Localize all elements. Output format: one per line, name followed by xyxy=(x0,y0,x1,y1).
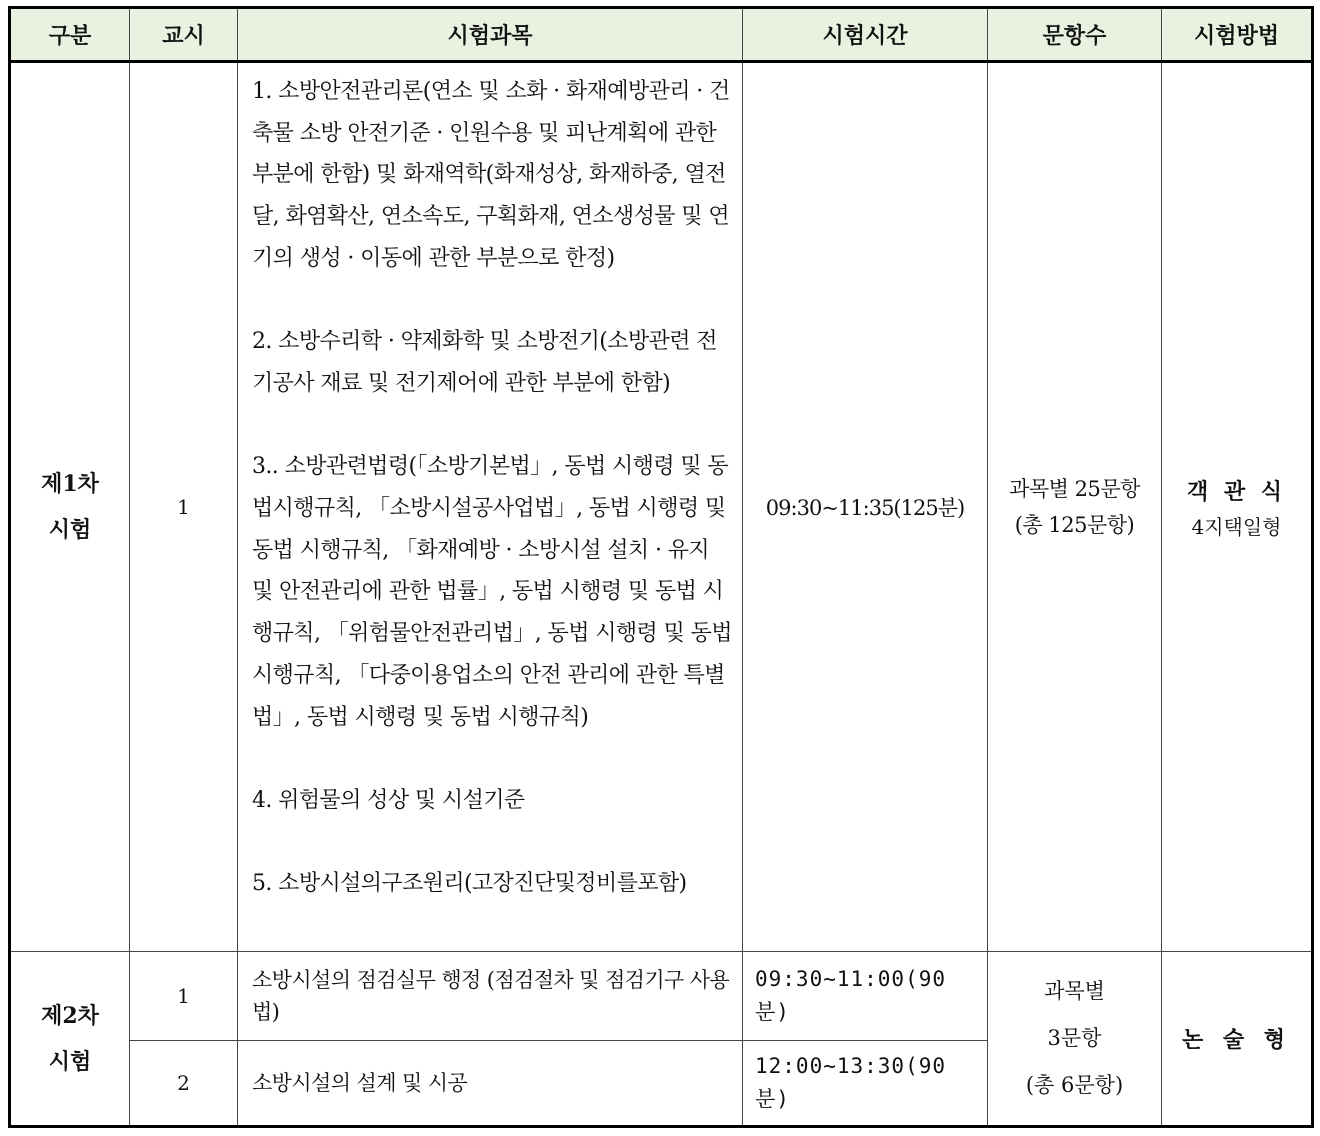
second-exam-period-1: 1 xyxy=(130,952,238,1041)
first-exam-questions xyxy=(988,62,1162,952)
second-exam-row-1 xyxy=(10,952,1313,1041)
header-time: 시험시간 xyxy=(743,8,988,62)
header-division: 구분 xyxy=(10,8,130,62)
second-exam-label-line2: 시험 xyxy=(48,1048,92,1075)
second-exam-questions xyxy=(988,952,1162,1127)
first-exam-method xyxy=(1162,62,1313,952)
subject-item-2: 2. 소방수리학 · 약제화학 및 소방전기(소방관련 전기공사 재료 및 전기제어에 관한 부분에 한함) xyxy=(252,329,717,396)
header-method: 시험방법 xyxy=(1162,8,1313,62)
subject-item-1: 1. 소방안전관리론(연소 및 소화 · 화재예방관리 · 건축물 소방 안전기준 · 인원수용 및 피난계획에 관한 부분에 한함) 및 화재역학(화재성상, 화재하중, 열전달, 화염확산, 연소속도, 구획화재, 연소생성물 및 연기의 생성 · 이동에 관한 부분으로 한정) xyxy=(252,79,730,271)
first-exam-label-line2: 시험 xyxy=(48,517,92,543)
first-exam-method-format: 4지택일형 xyxy=(1191,515,1282,539)
second-exam-time-1: 09:30~11:00(90분) xyxy=(743,952,988,1041)
second-exam-time-2: 12:00~13:30(90분) xyxy=(743,1041,988,1127)
first-exam-period: 1 xyxy=(130,62,238,952)
first-exam-time: 09:30~11:35(125분) xyxy=(743,62,988,952)
second-exam-questions-line1: 과목별 xyxy=(1044,979,1105,1003)
second-exam-subject-2: 소방시설의 설계 및 시공 xyxy=(238,1041,743,1127)
header-period: 교시 xyxy=(130,8,238,62)
first-exam-questions-line2: (총 125문항) xyxy=(1014,513,1135,537)
first-exam-questions-line1: 과목별 25문항 xyxy=(1009,477,1140,501)
second-exam-questions-line2: 3문항 xyxy=(1047,1026,1102,1050)
second-exam-method: 논 술 형 xyxy=(1162,952,1313,1127)
subject-item-3: 3.. 소방관련법령(「소방기본법」, 동법 시행령 및 동법시행규칙, 「소방시설공사업법」, 동법 시행령 및 동법 시행규칙, 「화재예방 · 소방시설 설치 · 유지 및 안전관리에 관한 법률」, 동법 시행령 및 동법 시행규칙, 「위험물안전관리법」, 동법 시행령 및 동법 시행규칙, 「다중이용업소의 안전 관리에 관한 특별법」, 동법 시행령 및 동법 시행규칙) xyxy=(252,454,732,730)
subject-item-5: 5. 소방시설의구조원리(고장진단및정비를포함) xyxy=(252,871,687,897)
second-exam-label xyxy=(10,952,130,1127)
header-questions: 문항수 xyxy=(988,8,1162,62)
second-exam-label-line1: 제2차 xyxy=(41,1002,99,1029)
header-subjects: 시험과목 xyxy=(238,8,743,62)
exam-schedule-table xyxy=(8,6,1314,1128)
first-exam-row xyxy=(10,62,1313,952)
first-exam-subjects xyxy=(238,62,743,952)
table-header-row xyxy=(10,8,1313,62)
second-exam-period-2: 2 xyxy=(130,1041,238,1127)
first-exam-label-line1: 제1차 xyxy=(41,471,99,497)
second-exam-subject-1: 소방시설의 점검실무 행정 (점검절차 및 점검기구 사용법) xyxy=(238,952,743,1041)
second-exam-questions-line3: (총 6문항) xyxy=(1025,1073,1124,1097)
first-exam-method-type: 객 관 식 xyxy=(1186,479,1287,505)
subject-item-4: 4. 위험물의 성상 및 시설기준 xyxy=(252,787,525,813)
first-exam-label xyxy=(10,62,130,952)
